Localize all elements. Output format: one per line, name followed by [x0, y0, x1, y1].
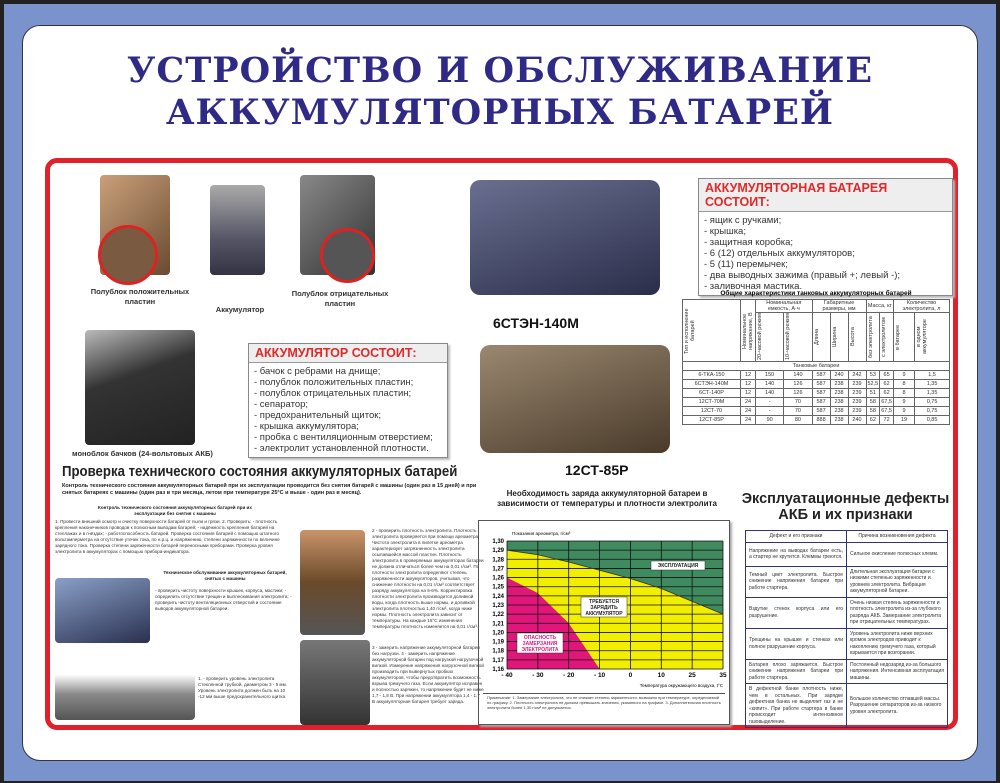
check-sub2-heading: Техническое обслуживание аккумуляторных батарей, снятых с машины [163, 570, 287, 581]
table-cell: 58 [866, 407, 880, 416]
charge-zone-label: АККУМУЛЯТОР [585, 611, 623, 617]
col-header: без электролита [867, 316, 874, 358]
defects-heading: Эксплуатационные дефекты АКБ и их признаки [741, 491, 950, 523]
table-cell: 239 [848, 407, 866, 416]
table-cell: Вздутие стенок корпуса или его разрушение. [746, 597, 847, 628]
table-cell: Сильное окисление полюсных клемм. [847, 542, 948, 566]
table-cell: Напряжение на выводах батареи есть, а стартер не крутится. Клеммы греются. [746, 542, 847, 566]
list-item: - крышка; [704, 226, 746, 237]
x-tick-label: - 30 [532, 672, 544, 679]
check-intro: Контроль технического состояния аккумуляторных батарей при их эксплуатации проводится без снятия батарей с машины (один раз в 15 дней) и при снятых батареях с машины (один раз в три месяца, летом при температуре 25°С и выше - один раз в месяц). [62, 483, 477, 496]
table-cell: 9 [893, 371, 914, 380]
col-header: Габаритные размеры, мм [812, 300, 866, 313]
table-cell: 1,35 [915, 380, 950, 389]
table-cell: 62 [866, 416, 880, 425]
zoom-circle [98, 225, 158, 285]
load-fork-image [300, 640, 370, 725]
spec-table [682, 299, 950, 425]
battery-service-image [55, 578, 150, 643]
battery-6stan-image [470, 180, 660, 295]
table-cell: 587 [812, 380, 830, 389]
table-cell: 6-ТКА-150 [683, 371, 741, 380]
list-item: - пробка с вентиляционным отверстием; [254, 432, 433, 443]
list-item: - ящик с ручками; [704, 215, 782, 226]
monoblock-image [85, 330, 195, 445]
table-cell: 51 [866, 389, 880, 398]
check-sub1-text: 1. Провести внешний осмотр и очистку поверхности батарей от пыли и грязи. 2. Проверить: - плотность крепления наконечников проводов к полюсным выводам батарей; - надёжность крепления батарей на стеллажах и в гнёздах; - работоспособность батарей. Проверка состояния батарей с помощью штатного вольтамперметра на отсутствие утечек тока, по н.р.ц. и напряжению, степени заряженности по величине зарядного тока. Проверка степени заряженности батарей переносными приборами. Проверка уровня электролита в аккумуляторах с помощью прибора-индикатора. [55, 519, 280, 554]
table-cell: 239 [848, 398, 866, 407]
y-tick-label: 1,30 [492, 539, 504, 545]
poster-title [0, 50, 1000, 134]
table-cell: 19 [893, 416, 914, 425]
freeze-zone-label: ЭЛЕКТРОЛИТА [521, 647, 559, 653]
table-row [746, 566, 948, 597]
cell-components-heading: АККУМУЛЯТОР СОСТОИТ: [249, 344, 447, 363]
x-tick-label: 10 [657, 672, 665, 679]
col-header: в батарее [894, 324, 901, 350]
list-item: - полублок положительных пластин; [254, 377, 414, 388]
table-cell: В дефектной банке плотность ниже, чем в остальных. При зарядке дефектная банка не выделяет газ и не «кипит». При работе стартера в банке происходит интенсивное газовыделение. [746, 684, 847, 728]
check-off-vehicle [155, 570, 295, 612]
list-item: - два выводных зажима (правый +; левый -); [704, 270, 900, 281]
chart-frame [478, 520, 730, 725]
check-on-vehicle [55, 505, 295, 555]
table-row [746, 684, 948, 728]
voltage-check-text: 3 - замерить напряжение аккумуляторной батареи без нагрузки. 4 - замерить напряжение аккумуляторной батареи под нагрузкой нагрузочной вилкой. Измерение напряжения нагрузочной вилкой производить при вывернутых пробках аккумуляторов, чтобы предотвратить возможность взрыва гремучего газа. Если аккумулятор исправен и полностью заряжен, то напряжение будет не ниже 1,7 - 1,8 В. При напряжении аккумулятора 1,4 - 1,7 В аккумуляторная батарея требует заряда. [372, 645, 484, 704]
table-cell: Большое количество отпавшей массы. Разрушение сепараторов из-за низкого уровня электролита. [847, 684, 948, 728]
chart-note: Примечание: 1. Замерзание электролита, что не снижает степень заряженности, возможно при температуре, определяемой по графику. 2. Плотность электролита не должна превышать значения, указанного на графике. 3. Дополнительная плотность электролита более 1,30 г/см³ не допускается. [483, 693, 725, 711]
table-cell: 888 [812, 416, 830, 425]
table-row [683, 380, 950, 389]
table-cell: 24 [741, 407, 756, 416]
cell-components-box [248, 343, 448, 458]
x-tick-label: 35 [719, 672, 727, 679]
col-header: Длина [813, 328, 820, 346]
title-line-1: УСТРОЙСТВО И ОБСЛУЖИВАНИЕ [126, 50, 874, 91]
table-cell: Темный цвет электролита. Быстрое снижение напряжения батареи при работе стартера. [746, 566, 847, 597]
group-row: Танковые батареи [683, 362, 950, 371]
defects-table [745, 530, 948, 728]
table-cell: 70 [784, 407, 812, 416]
table-cell: Уровень электролита ниже верхних кромок электродов приводит к накоплению гремучего газа, который взрывается при возгорании. [847, 628, 948, 659]
cell-components-list [249, 363, 447, 457]
check-sub2-text: - проверить чистоту поверхности крышек, корпуса, мастики; - определить отсутствие трещин и выплескивания электролита; - проверить чистоту вентиляционных отверстий и состояние выводов аккумуляторной батареи. [155, 588, 292, 611]
col-header: Высота [849, 327, 856, 347]
table-cell: 12СТ-70М [683, 398, 741, 407]
table-cell: 0,75 [915, 398, 950, 407]
table-cell: 239 [848, 380, 866, 389]
monoblock-label: моноблок бачков (24-вольтовых АКБ) [72, 449, 213, 458]
table-cell: 24 [741, 416, 756, 425]
table-cell: 140 [784, 371, 812, 380]
table-row [683, 389, 950, 398]
check-heading: Проверка технического состояния аккумуляторных батарей [62, 463, 458, 480]
table-cell: 1,5 [915, 371, 950, 380]
y-tick-label: 1,29 [492, 548, 504, 555]
table-cell: 126 [784, 389, 812, 398]
x-axis-label: Температура окружающего воздуха, t°C [639, 683, 723, 688]
table-cell: Постоянный недозаряд из-за большого напряжения. Интенсивная эксплуатация машины. [847, 659, 948, 684]
table-cell: 240 [830, 371, 848, 380]
table-cell: 67,5 [881, 399, 892, 405]
table-cell: 587 [812, 398, 830, 407]
positive-plates-label: Полублок положительных пластин [90, 287, 190, 306]
table-cell: 242 [848, 371, 866, 380]
col-header: 20-часовой режим [757, 313, 763, 361]
table-cell: 140 [756, 389, 784, 398]
col-header: Ширина [831, 326, 838, 348]
table-row [683, 407, 950, 416]
table-cell: Длительная эксплуатация батареи с низкими степенью заряженности и уровнем электролита. Вибрация аккумуляторной батареи. [847, 566, 948, 597]
x-tick-label: - 20 [563, 672, 575, 679]
x-tick-label: 25 [688, 672, 696, 679]
list-item: - электролит установленной плотности. [254, 443, 429, 454]
level-check-image [55, 655, 195, 720]
x-tick-label: 0 [628, 672, 633, 679]
battery-components-list [699, 212, 952, 295]
cell-label: Аккумулятор [215, 305, 265, 314]
table-row [683, 416, 950, 425]
table-cell: 238 [830, 389, 848, 398]
table-cell: 62 [880, 389, 894, 398]
table-cell: 80 [784, 416, 812, 425]
table-cell: 9 [893, 407, 914, 416]
table-cell: 587 [812, 407, 830, 416]
table-cell: 1,35 [915, 389, 950, 398]
battery-components-heading: АККУМУЛЯТОРНАЯ БАТАРЕЯ СОСТОИТ: [699, 179, 952, 212]
list-item: - 5 (11) перемычек; [704, 259, 788, 270]
y-tick-label: 1,22 [492, 612, 504, 619]
table-cell: 12 [741, 371, 756, 380]
table-cell: 24 [741, 398, 756, 407]
col-header: Номинальная емкость, А·ч [756, 300, 813, 313]
table-cell: 12СТ-70 [683, 407, 741, 416]
table-row [746, 659, 948, 684]
check-sub1-heading: Контроль технического состояния аккумуляторных батарей при их эксплуатации без снятия с машины [98, 505, 252, 516]
table-cell: Трещины на крышке и стенках или полное разрушение корпуса. [746, 628, 847, 659]
table-row [746, 628, 948, 659]
y-tick-label: 1,18 [492, 648, 504, 655]
battery-12st-image [480, 345, 670, 453]
table-cell: 12СТ-85Р [683, 416, 741, 425]
check-section [62, 463, 487, 497]
freeze-zone-label: ОПАСНОСТЬ [523, 635, 557, 641]
table-cell: 238 [830, 416, 848, 425]
battery-12st-label: 12СТ-85Р [565, 462, 629, 478]
table-cell: 9 [893, 398, 914, 407]
table-cell: 70 [784, 398, 812, 407]
table-cell: 140 [756, 380, 784, 389]
table-cell: 240 [848, 416, 866, 425]
col-header: с электролитом [881, 317, 888, 357]
col-header: Масса, кг [866, 300, 893, 313]
table-cell: 126 [784, 380, 812, 389]
y-tick-label: 1,19 [492, 639, 504, 646]
table-cell: Батарея плохо заряжается. Быстрое снижение напряжения батареи при работе стартера. [746, 659, 847, 684]
battery-components-box [698, 178, 953, 296]
charge-zone-label: ЗАРЯДИТЬ [590, 605, 618, 611]
table-cell: 12 [741, 380, 756, 389]
table-cell: 6СТ-140Р [683, 389, 741, 398]
table-cell: 0,75 [915, 407, 950, 416]
y-tick-label: 1,21 [492, 621, 504, 628]
y-tick-label: 1,23 [492, 603, 504, 609]
battery-6stan-label: 6СТЭН-140М [493, 315, 579, 331]
charge-zone-label: ТРЕБУЕТСЯ [589, 599, 619, 605]
x-tick-label: - 10 [593, 672, 606, 679]
table-cell: 587 [812, 371, 830, 380]
list-item: - сепаратор; [254, 399, 309, 410]
y-tick-label: 1,16 [492, 667, 504, 673]
table-cell: 150 [756, 371, 784, 380]
title-line-2: АККУМУЛЯТОРНЫХ БАТАРЕЙ [166, 92, 834, 133]
y-tick-label: 1,17 [492, 657, 504, 664]
table-cell: 239 [848, 389, 866, 398]
table-cell: 8 [893, 380, 914, 389]
zoom-circle [320, 228, 375, 283]
table-row [683, 398, 950, 407]
spec-table-title: Общие характеристики танковых аккумуляторных батарей [720, 290, 912, 297]
table-cell: 52,5 [867, 381, 879, 387]
y-axis-label: Показания ареометра, г/см³ [512, 531, 571, 536]
col-header: 10-часовой режим [785, 313, 792, 361]
table-cell: 58 [866, 398, 880, 407]
col-header: Количество электролита, л [893, 300, 949, 313]
table-cell: 53 [866, 371, 880, 380]
col-header: в одном аккумуляторе [916, 319, 929, 355]
y-tick-label: 1,20 [492, 630, 504, 637]
hydrometer-image [300, 530, 365, 635]
y-tick-label: 1,26 [492, 575, 504, 582]
table-cell: - [756, 398, 784, 407]
list-item: - защитная коробка; [704, 237, 794, 248]
negative-plates-label: Полублок отрицательных пластин [291, 289, 389, 308]
col-header: Тип и исполнение батарей [684, 307, 696, 354]
table-row [746, 597, 948, 628]
list-item: - заливочная мастика. [704, 281, 803, 292]
table-cell: 0,85 [915, 416, 950, 425]
list-item: - предохранительный щиток; [254, 410, 382, 421]
table-cell: 238 [830, 398, 848, 407]
table-row [746, 542, 948, 566]
list-item: - полублок отрицательных пластин; [254, 388, 412, 399]
table-cell: 67,5 [881, 408, 892, 414]
spec-table-block [682, 290, 950, 425]
cell-image [210, 185, 265, 275]
list-item: - крышка аккумулятора; [254, 421, 359, 432]
table-cell: 90 [756, 416, 784, 425]
list-item: - бачок с ребрами на днище; [254, 366, 381, 377]
freeze-zone-label: ЗАМЕРЗАНИЯ [522, 641, 558, 647]
y-tick-label: 1,25 [492, 584, 504, 591]
table-cell: 587 [812, 389, 830, 398]
table-cell: 65 [880, 371, 894, 380]
level-check-text: 1. - проверить уровень электролита Стеклянной трубкой, диаметром 3 - 5 мм. Уровень электролита должен быть на 10 -12 мм выше предохранительного щитка. [198, 676, 288, 699]
col-header: Номинальное напряжение, В [742, 311, 754, 350]
density-check-text: 2 - проверить плотность электролита. Плотность электролита проверяется при помощи ареометра. Чистота электролита в пипетке ареометра характеризует загрязненность электролита осыпавшейся массой пластин. Плотность электролита в проверяемых аккумуляторах батареи не должна отличаться более чем на 0,01 г/см³. По плотности электролита определяют степень разряженности аккумуляторов, учитывая, что снижение плотности на 0,01 г/см³ соответствует разряду аккумулятора на 5-6%. Корректировка плотности электролита производится доливкой воды, когда плотность выше нормы, и доливкой электролита плотностью 1,40 г/см³, когда ниже нормы. Плотность электролита зависит от температуры. На каждые 15°С изменения температуры плотность изменяется на 0,01 г/см³. [372, 528, 484, 629]
x-tick-label: - 40 [501, 672, 513, 679]
table-cell: 62 [880, 380, 894, 389]
y-tick-label: 1,28 [492, 557, 504, 564]
table-cell: 8 [893, 389, 914, 398]
chart-title: Необходимость заряда аккумуляторной батареи в зависимости от температуры и плотности электролита [497, 489, 717, 508]
table-cell: Очень низкая степень заряженности и плотность электролита из-за глубокого разряда АКБ. Замерзание электролита при отрицательных температурах. [847, 597, 948, 628]
y-tick-label: 1,24 [492, 593, 504, 600]
table-cell: 12 [741, 389, 756, 398]
operation-zone-label: ЭКСПЛУАТАЦИЯ [657, 563, 699, 569]
col-header: Причина возникновения дефекта [847, 531, 948, 543]
y-tick-label: 1,27 [492, 566, 504, 573]
list-item: - 6 (12) отдельных аккумуляторов; [704, 248, 855, 259]
table-cell: 238 [830, 380, 848, 389]
density-chart [479, 521, 729, 693]
table-cell: 72 [880, 416, 894, 425]
table-cell: - [756, 407, 784, 416]
table-cell: 238 [830, 407, 848, 416]
col-header: Дефект и его признаки [746, 531, 847, 543]
table-cell: 6СТЭН-140М [683, 380, 741, 389]
table-row [683, 371, 950, 380]
